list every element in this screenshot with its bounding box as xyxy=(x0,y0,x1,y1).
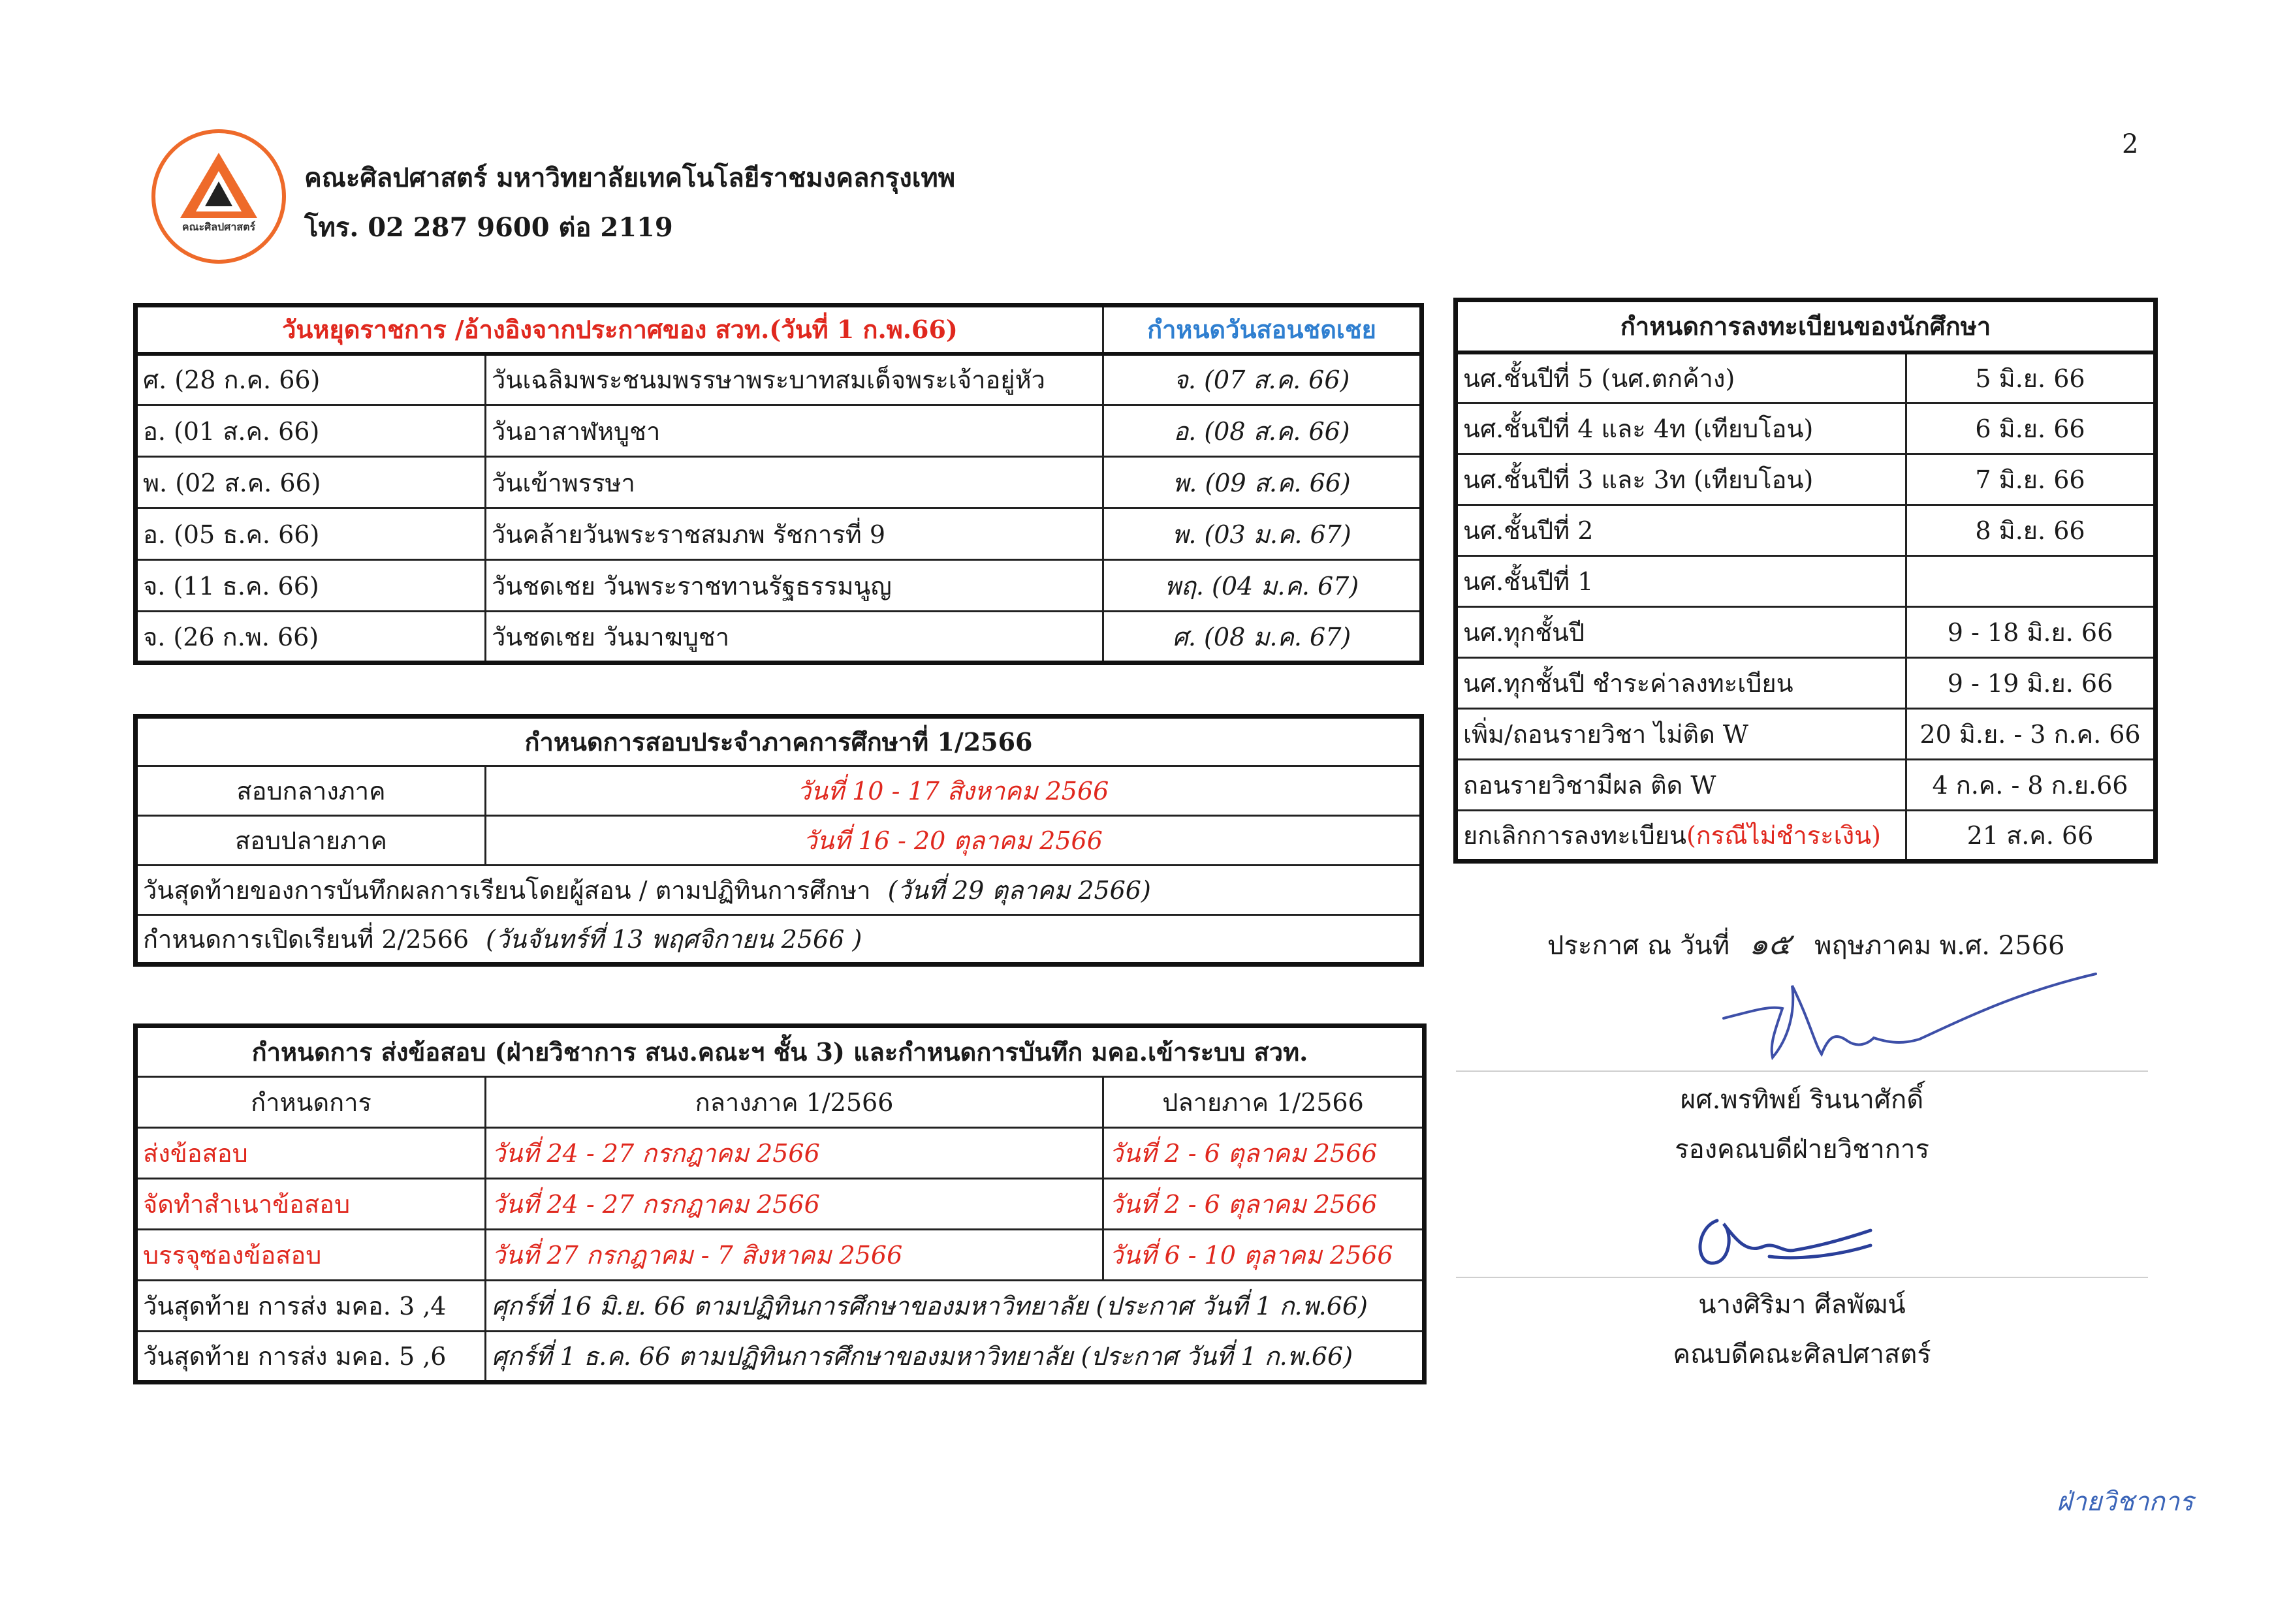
footer-mark: ฝ่ายวิชาการ xyxy=(2057,1487,2194,1517)
submission-final-date: วันที่ 2 - 6 ตุลาคม 2566 xyxy=(1103,1128,1425,1179)
submission-mid-date: วันที่ 24 - 27 กรกฎาคม 2566 xyxy=(486,1179,1103,1230)
table-row xyxy=(1456,556,2156,607)
exam-table-title: กำหนดการสอบประจำภาคการศึกษาที่ 1/2566 xyxy=(136,717,1422,766)
makeup-date: พฤ. (04 ม.ค. 67) xyxy=(1103,560,1422,612)
table-row xyxy=(1456,454,2156,505)
table-row xyxy=(136,1281,1425,1332)
registration-label: นศ.ชั้นปีที่ 2 xyxy=(1456,505,1906,556)
table-row xyxy=(136,508,1422,560)
submission-table-title: กำหนดการ ส่งข้อสอบ (ฝ่ายวิชาการ สนง.คณะฯ ชั้น 3) และกำหนดการบันทึก มคอ.เข้าระบบ สวท. xyxy=(136,1026,1425,1077)
table-row xyxy=(136,405,1422,457)
table-row xyxy=(136,915,1422,965)
cancel-date: 21 ส.ค. 66 xyxy=(1906,811,2156,862)
table-row xyxy=(1456,709,2156,760)
next-term-text: กำหนดการเปิดเรียนที่ 2/2566 xyxy=(143,925,469,954)
holiday-name: วันเข้าพรรษา xyxy=(486,457,1103,508)
mko-detail: ศุกร์ที่ 1 ธ.ค. 66 ตามปฏิทินการศึกษาของมหาวิทยาลัย (ประกาศ วันที่ 1 ก.พ.66) xyxy=(486,1332,1425,1382)
registration-table xyxy=(1453,298,2158,864)
col-mid-header: กลางภาค 1/2566 xyxy=(486,1077,1103,1128)
table-row xyxy=(136,1332,1425,1382)
submission-table xyxy=(133,1023,1427,1384)
table-row xyxy=(136,560,1422,612)
announcement xyxy=(1547,920,2064,968)
table-row xyxy=(1456,658,2156,709)
announcement-month-year: พฤษภาคม พ.ศ. 2566 xyxy=(1814,931,2065,961)
faculty-logo-icon xyxy=(155,133,282,260)
compensate-title: กำหนดวันสอนชดเชย xyxy=(1103,305,1422,354)
submission-mid-date: วันที่ 27 กรกฎาคม - 7 สิงหาคม 2566 xyxy=(486,1230,1103,1281)
makeup-date: จ. (07 ส.ค. 66) xyxy=(1103,354,1422,405)
registration-date: 4 ก.ค. - 8 ก.ย.66 xyxy=(1906,760,2156,811)
registration-date: 5 มิ.ย. 66 xyxy=(1906,352,2156,403)
submission-task: จัดทำสำเนาข้อสอบ xyxy=(136,1179,486,1230)
registration-label: นศ.ชั้นปีที่ 3 และ 3ท (เทียบโอน) xyxy=(1456,454,1906,505)
signature-line xyxy=(1456,1277,2148,1278)
table-row xyxy=(136,816,1422,866)
table-row xyxy=(1456,403,2156,454)
registration-date: 8 มิ.ย. 66 xyxy=(1906,505,2156,556)
exam-schedule-table xyxy=(133,714,1424,967)
registration-label: นศ.ชั้นปีที่ 1 xyxy=(1456,556,1906,607)
table-row xyxy=(136,354,1422,405)
final-label: สอบปลายภาค xyxy=(136,816,486,866)
holiday-name: วันอาสาฬหบูชา xyxy=(486,405,1103,457)
registration-table-title: กำหนดการลงทะเบียนของนักศึกษา xyxy=(1456,300,2156,352)
table-row xyxy=(136,866,1422,915)
registration-date: 6 มิ.ย. 66 xyxy=(1906,403,2156,454)
registration-label: นศ.ทุกชั้นปี xyxy=(1456,607,1906,658)
holiday-table xyxy=(133,303,1424,665)
makeup-date: พ. (09 ส.ค. 66) xyxy=(1103,457,1422,508)
cancel-note: (กรณีไม่ชำระเงิน) xyxy=(1686,821,1881,850)
table-row xyxy=(136,457,1422,508)
submission-task: บรรจุซองข้อสอบ xyxy=(136,1230,486,1281)
holiday-date: ศ. (28 ก.ค. 66) xyxy=(136,354,486,405)
table-row xyxy=(136,1179,1425,1230)
registration-label: ถอนรายวิชามีผล ติด W xyxy=(1456,760,1906,811)
signature-icon xyxy=(1711,966,2102,1077)
registration-label: เพิ่ม/ถอนรายวิชา ไม่ติด W xyxy=(1456,709,1906,760)
grade-deadline-date: (วันที่ 29 ตุลาคม 2566) xyxy=(887,876,1151,905)
holiday-name: วันคล้ายวันพระราชสมภพ รัชการที่ 9 xyxy=(486,508,1103,560)
midterm-date: วันที่ 10 - 17 สิงหาคม 2566 xyxy=(486,766,1422,816)
registration-date xyxy=(1906,556,2156,607)
registration-label: นศ.ทุกชั้นปี ชำระค่าลงทะเบียน xyxy=(1456,658,1906,709)
signatory-position: คณบดีคณะศิลปศาสตร์ xyxy=(1673,1339,1931,1369)
col-final-header: ปลายภาค 1/2566 xyxy=(1103,1077,1425,1128)
submission-mid-date: วันที่ 24 - 27 กรกฎาคม 2566 xyxy=(486,1128,1103,1179)
holiday-date: อ. (05 ธ.ค. 66) xyxy=(136,508,486,560)
makeup-date: ศ. (08 ม.ค. 67) xyxy=(1103,612,1422,663)
signatory-name: นางศิริมา ศีลพัฒน์ xyxy=(1698,1290,1906,1320)
signatory-position: รองคณบดีฝ่ายวิชาการ xyxy=(1675,1134,1929,1164)
holiday-date: อ. (01 ส.ค. 66) xyxy=(136,405,486,457)
faculty-phone: โทร. 02 287 9600 ต่อ 2119 xyxy=(304,212,673,243)
submission-final-date: วันที่ 6 - 10 ตุลาคม 2566 xyxy=(1103,1230,1425,1281)
holiday-name: วันชดเชย วันมาฆบูชา xyxy=(486,612,1103,663)
mko-task: วันสุดท้าย การส่ง มคอ. 5 ,6 xyxy=(136,1332,486,1382)
makeup-date: พ. (03 ม.ค. 67) xyxy=(1103,508,1422,560)
announcement-prefix: ประกาศ ณ วันที่ xyxy=(1547,931,1730,961)
holiday-table-title: วันหยุดราชการ /อ้างอิงจากประกาศของ สวท.(วันที่ 1 ก.พ.66) xyxy=(136,305,1103,354)
holiday-date: พ. (02 ส.ค. 66) xyxy=(136,457,486,508)
registration-date: 9 - 19 มิ.ย. 66 xyxy=(1906,658,2156,709)
table-row xyxy=(1456,760,2156,811)
submission-task: ส่งข้อสอบ xyxy=(136,1128,486,1179)
logo-text: คณะศิลปศาสตร์ xyxy=(182,221,256,233)
makeup-date: อ. (08 ส.ค. 66) xyxy=(1103,405,1422,457)
announcement-day: ๑๕ xyxy=(1749,926,1792,961)
holiday-name: วันเฉลิมพระชนมพรรษาพระบาทสมเด็จพระเจ้าอยู่หัว xyxy=(486,354,1103,405)
table-row xyxy=(136,612,1422,663)
signatory-name: ผศ.พรทิพย์ รินนาศักดิ์ xyxy=(1680,1085,1924,1115)
holiday-name: วันชดเชย วันพระราชทานรัฐธรรมนูญ xyxy=(486,560,1103,612)
registration-label: นศ.ชั้นปีที่ 5 (นศ.ตกค้าง) xyxy=(1456,352,1906,403)
registration-date: 9 - 18 มิ.ย. 66 xyxy=(1906,607,2156,658)
table-row xyxy=(136,1128,1425,1179)
holiday-date: จ. (26 ก.พ. 66) xyxy=(136,612,486,663)
submission-final-date: วันที่ 2 - 6 ตุลาคม 2566 xyxy=(1103,1179,1425,1230)
table-row xyxy=(136,1230,1425,1281)
table-row xyxy=(1456,505,2156,556)
signature-icon xyxy=(1684,1201,1880,1279)
holiday-date: จ. (11 ธ.ค. 66) xyxy=(136,560,486,612)
page-number: 2 xyxy=(2122,129,2139,159)
table-row xyxy=(136,766,1422,816)
table-row xyxy=(1456,607,2156,658)
final-date: วันที่ 16 - 20 ตุลาคม 2566 xyxy=(486,816,1422,866)
faculty-logo xyxy=(151,129,286,264)
mko-task: วันสุดท้าย การส่ง มคอ. 3 ,4 xyxy=(136,1281,486,1332)
signature-line xyxy=(1456,1070,2148,1072)
table-row xyxy=(1456,811,2156,862)
grade-deadline-text: วันสุดท้ายของการบันทึกผลการเรียนโดยผู้สอน / ตามปฏิทินการศึกษา xyxy=(143,876,871,905)
faculty-name: คณะศิลปศาสตร์ มหาวิทยาลัยเทคโนโลยีราชมงคลกรุงเทพ xyxy=(304,163,956,193)
registration-label: นศ.ชั้นปีที่ 4 และ 4ท (เทียบโอน) xyxy=(1456,403,1906,454)
cancel-label: ยกเลิกการลงทะเบียน xyxy=(1463,821,1686,850)
registration-date: 20 มิ.ย. - 3 ก.ค. 66 xyxy=(1906,709,2156,760)
midterm-label: สอบกลางภาค xyxy=(136,766,486,816)
table-row xyxy=(1456,352,2156,403)
registration-date: 7 มิ.ย. 66 xyxy=(1906,454,2156,505)
next-term-date: (วันจันทร์ที่ 13 พฤศจิกายน 2566 ) xyxy=(486,925,862,954)
mko-detail: ศุกร์ที่ 16 มิ.ย. 66 ตามปฏิทินการศึกษาของมหาวิทยาลัย (ประกาศ วันที่ 1 ก.พ.66) xyxy=(486,1281,1425,1332)
col-task-header: กำหนดการ xyxy=(136,1077,486,1128)
